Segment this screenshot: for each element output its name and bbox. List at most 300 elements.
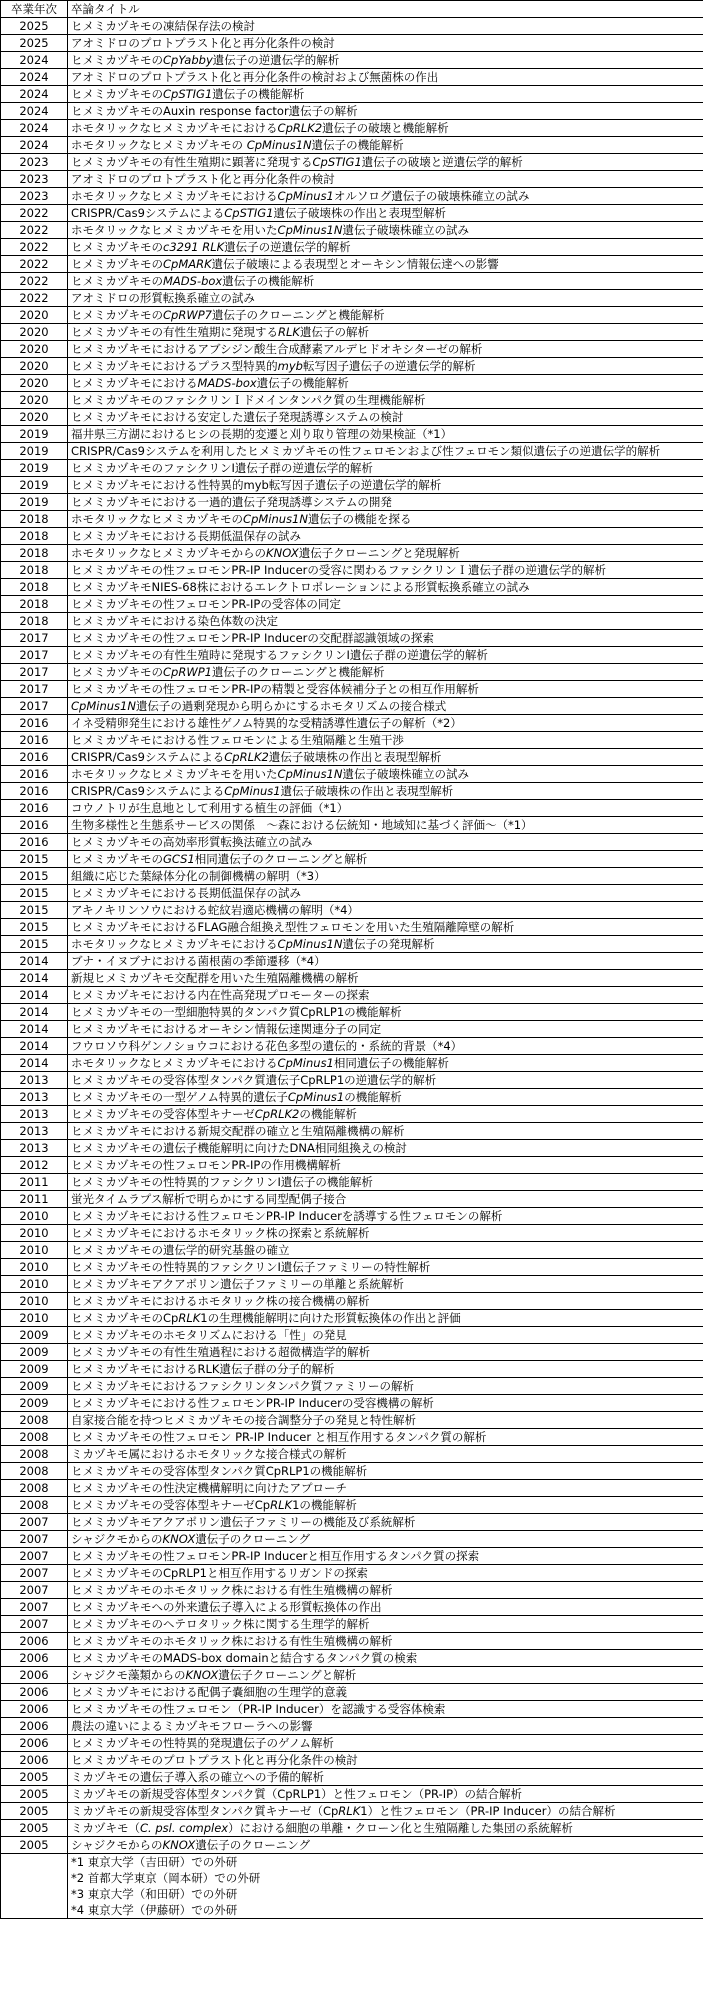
table-row <box>1 477 703 494</box>
title-cell: ヒメミカヅキモにおけるプラス型特異的myb転写因子遺伝子の逆遺伝学的解析 <box>68 358 703 375</box>
table-row <box>1 1259 703 1276</box>
year-cell: 2007 <box>1 1548 68 1565</box>
gene-name: RLK <box>278 325 300 339</box>
title-cell: ヒメミカヅキモの性フェロモンPR-IPの受容体の同定 <box>68 596 703 613</box>
title-cell: ヒメミカヅキモのCpRWP1遺伝子のクローニングと機能解析 <box>68 664 703 681</box>
year-cell: 2010 <box>1 1310 68 1327</box>
title-cell: ヒメミカヅキモにおけるアブシジン酸生合成酵素アルデヒドオキシターゼの解析 <box>68 341 703 358</box>
table-row <box>1 511 703 528</box>
title-cell: イネ受精卵発生における雄性ゲノム特異的な受精誘導性遺伝子の解析（*2） <box>68 715 703 732</box>
table-row <box>1 1361 703 1378</box>
title-cell: ヒメミカヅキモの性決定機構解明に向けたアプローチ <box>68 1480 703 1497</box>
title-cell: ヒメミカヅキモのc3291 RLK遺伝子の逆遺伝学的解析 <box>68 239 703 256</box>
title-cell: 蛍光タイムラプス解析で明らかにする同型配偶子接合 <box>68 1191 703 1208</box>
year-cell: 2006 <box>1 1650 68 1667</box>
gene-name: KNOX <box>162 1838 196 1852</box>
title-cell: ヒメミカヅキモアクアポリン遺伝子ファミリーの機能及び系統解析 <box>68 1514 703 1531</box>
gene-name: CpMinus1N <box>243 512 308 526</box>
table-row <box>1 1497 703 1514</box>
year-cell: 2009 <box>1 1344 68 1361</box>
year-cell: 2024 <box>1 120 68 137</box>
title-cell: ヒメミカヅキモの受容体型タンパク質遺伝子CpRLP1の逆遺伝学的解析 <box>68 1072 703 1089</box>
table-row <box>1 1480 703 1497</box>
year-cell: 2005 <box>1 1837 68 1854</box>
title-cell: ヒメミカヅキモの有性生殖期に顕著に発現するCpSTIG1遺伝子の破壊と逆遺伝学的解析 <box>68 154 703 171</box>
footnote-spacer <box>1 1902 68 1919</box>
table-row <box>1 256 703 273</box>
year-cell: 2010 <box>1 1208 68 1225</box>
year-cell: 2017 <box>1 630 68 647</box>
year-cell: 2023 <box>1 154 68 171</box>
table-row <box>1 528 703 545</box>
title-cell: ヒメミカヅキモにおけるFLAG融合組換え型性フェロモンを用いた生殖隔離障壁の解析 <box>68 919 703 936</box>
header-title: 卒論タイトル <box>68 1 703 18</box>
title-cell: ヒメミカヅキモにおける染色体数の決定 <box>68 613 703 630</box>
gene-name: RLK <box>178 1311 201 1325</box>
year-cell: 2011 <box>1 1174 68 1191</box>
title-cell: ヒメミカヅキモの遺伝子機能解明に向けたDNA相同組換えの検討 <box>68 1140 703 1157</box>
title-cell: フウロソウ科ゲンノショウコにおける花色多型の遺伝的・系統的背景（*4） <box>68 1038 703 1055</box>
year-cell: 2006 <box>1 1684 68 1701</box>
table-row <box>1 1701 703 1718</box>
table-row <box>1 1463 703 1480</box>
title-cell: ミカヅキモの新規受容体型タンパク質（CpRLP1）と性フェロモン（PR-IP）の結合解析 <box>68 1786 703 1803</box>
footnote-row <box>1 1870 703 1886</box>
gene-name: MADS-box <box>197 376 257 390</box>
table-row <box>1 1667 703 1684</box>
table-row <box>1 1242 703 1259</box>
gene-name: CpMinus1N <box>277 223 343 237</box>
gene-name: KNOX <box>266 546 299 560</box>
year-cell: 2018 <box>1 562 68 579</box>
year-cell: 2022 <box>1 273 68 290</box>
table-row <box>1 35 703 52</box>
year-cell: 2019 <box>1 477 68 494</box>
table-row <box>1 783 703 800</box>
year-cell: 2024 <box>1 86 68 103</box>
table-row <box>1 698 703 715</box>
year-cell: 2016 <box>1 749 68 766</box>
title-cell: ホモタリックなヒメミカヅキモを用いたCpMinus1N遺伝子破壊株確立の試み <box>68 766 703 783</box>
year-cell: 2022 <box>1 256 68 273</box>
year-cell: 2023 <box>1 171 68 188</box>
table-row <box>1 1616 703 1633</box>
title-cell: ミカヅキモの新規受容体型タンパク質キナーゼ（CpRLK1）と性フェロモン（PR-IP Inducer）の結合解析 <box>68 1803 703 1820</box>
gene-name: CpMinus1 <box>287 1090 345 1104</box>
title-cell: ヒメミカヅキモにおけるオーキシン情報伝達関連分子の同定 <box>68 1021 703 1038</box>
table-row <box>1 1327 703 1344</box>
title-cell: ヒメミカヅキモの受容体型キナーゼCpRLK1の機能解析 <box>68 1497 703 1514</box>
title-cell: ホモタリックなヒメミカヅキモからのKNOX遺伝子クローニングと発現解析 <box>68 545 703 562</box>
title-cell: ヒメミカヅキモの有性生殖過程における超微構造学的解析 <box>68 1344 703 1361</box>
table-row <box>1 103 703 120</box>
table-row <box>1 953 703 970</box>
table-row <box>1 1412 703 1429</box>
title-cell: ミカヅキモ（C. psl. complex）における細胞の単離・クローン化と生殖隔離した集団の系統解析 <box>68 1820 703 1837</box>
year-cell: 2022 <box>1 290 68 307</box>
table-row <box>1 851 703 868</box>
year-cell: 2015 <box>1 919 68 936</box>
year-cell: 2013 <box>1 1123 68 1140</box>
gene-name: CpSTIG1 <box>312 155 362 169</box>
title-cell: ヒメミカヅキモのMADS-box遺伝子の機能解析 <box>68 273 703 290</box>
year-cell: 2009 <box>1 1327 68 1344</box>
table-row <box>1 1769 703 1786</box>
year-cell: 2008 <box>1 1412 68 1429</box>
year-cell: 2006 <box>1 1633 68 1650</box>
table-row <box>1 630 703 647</box>
year-cell: 2014 <box>1 1055 68 1072</box>
title-cell: 組織に応じた葉緑体分化の制御機構の解明（*3） <box>68 868 703 885</box>
table-row <box>1 579 703 596</box>
gene-name: CpRWP7 <box>163 308 212 322</box>
title-cell: ヒメミカヅキモのホモタリズムにおける「性」の発見 <box>68 1327 703 1344</box>
title-cell: ヒメミカヅキモのファシクリンＩドメインタンパク質の生理機能解析 <box>68 392 703 409</box>
title-cell: ヒメミカヅキモの性フェロモン（PR-IP Inducer）を認識する受容体検索 <box>68 1701 703 1718</box>
year-cell: 2006 <box>1 1752 68 1769</box>
title-cell: ヒメミカヅキモにおける新規交配群の確立と生殖隔離機構の解析 <box>68 1123 703 1140</box>
year-cell: 2015 <box>1 868 68 885</box>
title-cell: ヒメミカヅキモの遺伝学的研究基盤の確立 <box>68 1242 703 1259</box>
title-cell: ヒメミカヅキモの有性生殖期に発現するRLK遺伝子の解析 <box>68 324 703 341</box>
table-row <box>1 596 703 613</box>
title-cell: ヒメミカヅキモのCpRLP1と相互作用するリガンドの探索 <box>68 1565 703 1582</box>
year-cell: 2010 <box>1 1259 68 1276</box>
title-cell: ホモタリックなヒメミカヅキモにおけるCpRLK2遺伝子の破壊と機能解析 <box>68 120 703 137</box>
title-cell: アオミドロのプロトプラスト化と再分化条件の検討 <box>68 171 703 188</box>
year-cell: 2014 <box>1 987 68 1004</box>
title-cell: シャジクモからのKNOX遺伝子のクローニング <box>68 1837 703 1854</box>
title-cell: ヒメミカヅキモの性特異的ファシクリンI遺伝子ファミリーの特性解析 <box>68 1259 703 1276</box>
gene-name: CpMinus1 <box>277 1056 334 1070</box>
gene-name: CpRLK2 <box>254 1107 300 1121</box>
title-cell: ヒメミカヅキモのCpRLK1の生理機能解明に向けた形質転換体の作出と評価 <box>68 1310 703 1327</box>
table-row <box>1 205 703 222</box>
table-row <box>1 154 703 171</box>
title-cell: ヒメミカヅキモにおける安定した遺伝子発現誘導システムの検討 <box>68 409 703 426</box>
year-cell: 2014 <box>1 1004 68 1021</box>
year-cell: 2010 <box>1 1225 68 1242</box>
year-cell: 2017 <box>1 698 68 715</box>
title-cell: ヒメミカヅキモの有性生殖時に発現するファシクリンI遺伝子群の逆遺伝学的解析 <box>68 647 703 664</box>
year-cell: 2016 <box>1 766 68 783</box>
table-row <box>1 341 703 358</box>
table-row <box>1 137 703 154</box>
gene-name: CpMinus1N <box>71 699 136 713</box>
title-cell: 生物多様性と生態系サービスの関係 ～森における伝統知・地域知に基づく評価～（*1） <box>68 817 703 834</box>
title-cell: ヒメミカヅキモへの外来遺伝子導入による形質転換体の作出 <box>68 1599 703 1616</box>
year-cell: 2016 <box>1 800 68 817</box>
table-row <box>1 273 703 290</box>
table-row <box>1 613 703 630</box>
year-cell: 2016 <box>1 817 68 834</box>
title-cell: ヒメミカヅキモの性フェロモンPR-IP Inducerの交配群認識領域の探索 <box>68 630 703 647</box>
year-cell: 2009 <box>1 1361 68 1378</box>
year-cell: 2016 <box>1 783 68 800</box>
table-row <box>1 290 703 307</box>
table-row <box>1 239 703 256</box>
year-cell: 2017 <box>1 681 68 698</box>
gene-name: CpSTIG1 <box>224 206 274 220</box>
footnote: *1 東京大学（吉田研）での外研 <box>68 1854 703 1871</box>
table-row <box>1 749 703 766</box>
table-row <box>1 1395 703 1412</box>
title-cell: ヒメミカヅキモにおけるホモタリック株の探索と系統解析 <box>68 1225 703 1242</box>
year-cell: 2020 <box>1 324 68 341</box>
title-cell: ヒメミカヅキモにおける一過的遺伝子発現誘導システムの開発 <box>68 494 703 511</box>
year-cell: 2012 <box>1 1157 68 1174</box>
table-row <box>1 1735 703 1752</box>
table-row <box>1 307 703 324</box>
year-cell: 2016 <box>1 834 68 851</box>
gene-name: CpRLK2 <box>224 750 269 764</box>
title-cell: ヒメミカヅキモの性フェロモンPR-IPの精製と受容体候補分子との相互作用解析 <box>68 681 703 698</box>
year-cell: 2020 <box>1 341 68 358</box>
table-row <box>1 1582 703 1599</box>
title-cell: ヒメミカヅキモNIES-68株におけるエレクトロポレーションによる形質転換系確立の試み <box>68 579 703 596</box>
header-year: 卒業年次 <box>1 1 68 18</box>
year-cell: 2007 <box>1 1531 68 1548</box>
table-row <box>1 494 703 511</box>
year-cell: 2009 <box>1 1378 68 1395</box>
title-cell: ヒメミカヅキモのホモタリック株における有性生殖機構の解析 <box>68 1633 703 1650</box>
year-cell: 2022 <box>1 205 68 222</box>
table-row <box>1 766 703 783</box>
year-cell: 2005 <box>1 1786 68 1803</box>
title-cell: CRISPR/Cas9システムによるCpMinus1遺伝子破壊株の作出と表現型解析 <box>68 783 703 800</box>
title-cell: ヒメミカヅキモの受容体型タンパク質CpRLP1の機能解析 <box>68 1463 703 1480</box>
gene-name: CpMinus1 <box>224 784 281 798</box>
title-cell: ヒメミカヅキモにおけるMADS-box遺伝子の機能解析 <box>68 375 703 392</box>
year-cell: 2020 <box>1 358 68 375</box>
title-cell: ヒメミカヅキモのGCS1相同遺伝子のクローニングと解析 <box>68 851 703 868</box>
table-row <box>1 1038 703 1055</box>
table-row <box>1 1565 703 1582</box>
gene-name: myb <box>277 359 303 373</box>
table-row <box>1 120 703 137</box>
table-row <box>1 817 703 834</box>
year-cell: 2009 <box>1 1395 68 1412</box>
table-row <box>1 732 703 749</box>
footnote-row <box>1 1886 703 1902</box>
table-row <box>1 443 703 460</box>
year-cell: 2010 <box>1 1293 68 1310</box>
table-row <box>1 1514 703 1531</box>
table-row <box>1 1837 703 1854</box>
table-row <box>1 1548 703 1565</box>
table-row <box>1 52 703 69</box>
table-row <box>1 834 703 851</box>
table-row <box>1 1650 703 1667</box>
table-row <box>1 868 703 885</box>
year-cell: 2014 <box>1 970 68 987</box>
title-cell: ホモタリックなヒメミカヅキモにおけるCpMinus1相同遺伝子の機能解析 <box>68 1055 703 1072</box>
year-cell: 2018 <box>1 528 68 545</box>
title-cell: ヒメミカヅキモにおける性フェロモンPR-IP Inducerの受容機構の解析 <box>68 1395 703 1412</box>
title-cell: ホモタリックなヒメミカヅキモにおけるCpMinus1オルソログ遺伝子の破壊株確立の試み <box>68 188 703 205</box>
title-cell: ブナ・イヌブナにおける菌根菌の季節遷移（*4） <box>68 953 703 970</box>
table-row <box>1 1718 703 1735</box>
table-row <box>1 1786 703 1803</box>
title-cell: ヒメミカヅキモのCpRWP7遺伝子のクローニングと機能解析 <box>68 307 703 324</box>
year-cell: 2008 <box>1 1463 68 1480</box>
table-row <box>1 1106 703 1123</box>
title-cell: ホモタリックなヒメミカヅキモのCpMinus1N遺伝子の機能を探る <box>68 511 703 528</box>
year-cell: 2018 <box>1 579 68 596</box>
year-cell: 2010 <box>1 1242 68 1259</box>
table-row <box>1 392 703 409</box>
table-row <box>1 681 703 698</box>
year-cell: 2017 <box>1 664 68 681</box>
title-cell: ヒメミカヅキモの凍結保存法の検討 <box>68 18 703 35</box>
table-row <box>1 1072 703 1089</box>
gene-name: CpSTIG1 <box>163 87 213 101</box>
table-row <box>1 1276 703 1293</box>
title-cell: CRISPR/Cas9システムによるCpSTIG1遺伝子破壊株の作出と表現型解析 <box>68 205 703 222</box>
title-cell: ヒメミカヅキモのCpSTIG1遺伝子の機能解析 <box>68 86 703 103</box>
title-cell: ヒメミカヅキモの性特異的ファシクリンI遺伝子の機能解析 <box>68 1174 703 1191</box>
title-cell: ミカヅキモ属におけるホモタリックな接合様式の解析 <box>68 1446 703 1463</box>
year-cell: 2018 <box>1 613 68 630</box>
title-cell: 自家接合能を持つヒメミカヅキモの接合調整分子の発見と特性解析 <box>68 1412 703 1429</box>
title-cell: ヒメミカヅキモにおけるホモタリック株の接合機構の解析 <box>68 1293 703 1310</box>
table-row <box>1 1599 703 1616</box>
gene-name: CpYabby <box>163 53 213 67</box>
table-row <box>1 18 703 35</box>
table-row <box>1 1820 703 1837</box>
table-row <box>1 1378 703 1395</box>
year-cell: 2014 <box>1 1038 68 1055</box>
table-row <box>1 1225 703 1242</box>
year-cell: 2018 <box>1 545 68 562</box>
gene-name: CpMARK <box>163 257 212 271</box>
gene-name: KNOX <box>185 1668 219 1682</box>
table-row <box>1 409 703 426</box>
year-cell: 2008 <box>1 1497 68 1514</box>
year-cell: 2006 <box>1 1718 68 1735</box>
footnote: *2 首都大学東京（岡本研）での外研 <box>68 1870 703 1886</box>
title-cell: ヒメミカヅキモにおける性フェロモンによる生殖隔離と生殖干渉 <box>68 732 703 749</box>
gene-name: RLK <box>338 1804 361 1818</box>
table-row <box>1 1446 703 1463</box>
year-cell: 2019 <box>1 443 68 460</box>
title-cell: ヒメミカヅキモのMADS-box domainと結合するタンパク質の検索 <box>68 1650 703 1667</box>
gene-name: GCS1 <box>163 852 195 866</box>
title-cell: ヒメミカヅキモにおける長期低温保存の試み <box>68 528 703 545</box>
year-cell: 2025 <box>1 18 68 35</box>
title-cell: ヒメミカヅキモのヘテロタリック株に関する生理学的解析 <box>68 1616 703 1633</box>
year-cell: 2020 <box>1 375 68 392</box>
year-cell: 2008 <box>1 1429 68 1446</box>
gene-name: KNOX <box>162 1532 196 1546</box>
title-cell: ヒメミカヅキモのAuxin response factor遺伝子の解析 <box>68 103 703 120</box>
year-cell: 2020 <box>1 392 68 409</box>
table-row <box>1 664 703 681</box>
title-cell: ヒメミカヅキモアクアポリン遺伝子ファミリーの単離と系統解析 <box>68 1276 703 1293</box>
year-cell: 2010 <box>1 1276 68 1293</box>
gene-name: CpMinus1 <box>277 189 334 203</box>
table-row <box>1 1123 703 1140</box>
year-cell: 2018 <box>1 596 68 613</box>
year-cell: 2006 <box>1 1701 68 1718</box>
title-cell: ヒメミカヅキモの一型細胞特異的タンパク質CpRLP1の機能解析 <box>68 1004 703 1021</box>
year-cell: 2007 <box>1 1565 68 1582</box>
footnote-spacer <box>1 1854 68 1871</box>
table-row <box>1 1191 703 1208</box>
gene-name: MADS-box <box>163 274 223 288</box>
table-row <box>1 222 703 239</box>
table-row <box>1 1344 703 1361</box>
title-cell: ヒメミカヅキモのホモタリック株における有性生殖機構の解析 <box>68 1582 703 1599</box>
table-row <box>1 69 703 86</box>
title-cell: ヒメミカヅキモにおける長期低温保存の試み <box>68 885 703 902</box>
gene-name: C. psl. complex <box>140 1821 229 1835</box>
title-cell: シャジクモからのKNOX遺伝子のクローニング <box>68 1531 703 1548</box>
year-cell: 2015 <box>1 851 68 868</box>
title-cell: ホモタリックなヒメミカヅキモにおけるCpMinus1N遺伝子の発現解析 <box>68 936 703 953</box>
year-cell: 2013 <box>1 1089 68 1106</box>
table-row <box>1 1055 703 1072</box>
year-cell: 2007 <box>1 1582 68 1599</box>
title-cell: アオミドロのプロトプラスト化と再分化条件の検討および無菌株の作出 <box>68 69 703 86</box>
title-cell: ヒメミカヅキモの性フェロモンPR-IP Inducerの受容に関わるファシクリンＩ遺伝子群の逆遺伝学的解析 <box>68 562 703 579</box>
title-cell: ヒメミカヅキモにおけるRLK遺伝子群の分子的解析 <box>68 1361 703 1378</box>
year-cell: 2013 <box>1 1140 68 1157</box>
table-row <box>1 460 703 477</box>
year-cell: 2013 <box>1 1106 68 1123</box>
year-cell: 2015 <box>1 936 68 953</box>
title-cell: ヒメミカヅキモのプロトプラスト化と再分化条件の検討 <box>68 1752 703 1769</box>
year-cell: 2005 <box>1 1803 68 1820</box>
table-row <box>1 1633 703 1650</box>
table-row <box>1 715 703 732</box>
table-row <box>1 375 703 392</box>
gene-name: CpRLK2 <box>277 121 323 135</box>
table-row <box>1 426 703 443</box>
year-cell: 2016 <box>1 715 68 732</box>
table-row <box>1 1140 703 1157</box>
title-cell: 福井県三方湖におけるヒシの長期的変遷と刈り取り管理の効果検証（*1） <box>68 426 703 443</box>
year-cell: 2018 <box>1 511 68 528</box>
table-row <box>1 1803 703 1820</box>
year-cell: 2007 <box>1 1616 68 1633</box>
year-cell: 2006 <box>1 1667 68 1684</box>
title-cell: ヒメミカヅキモにおける性フェロモンPR-IP Inducerを誘導する性フェロモンの解析 <box>68 1208 703 1225</box>
title-cell: アオミドロのプロトプラスト化と再分化条件の検討 <box>68 35 703 52</box>
title-cell: CRISPR/Cas9システムによるCpRLK2遺伝子破壊株の作出と表現型解析 <box>68 749 703 766</box>
footnote-spacer <box>1 1870 68 1886</box>
year-cell: 2016 <box>1 732 68 749</box>
table-row <box>1 358 703 375</box>
title-cell: ヒメミカヅキモの性フェロモン PR-IP Inducer と相互作用するタンパク質の解析 <box>68 1429 703 1446</box>
gene-name: CpMinus1N <box>277 937 343 951</box>
table-row <box>1 171 703 188</box>
table-row <box>1 1004 703 1021</box>
table-row <box>1 987 703 1004</box>
table-row <box>1 1174 703 1191</box>
title-cell: コウノトリが生息地として利用する植生の評価（*1） <box>68 800 703 817</box>
title-cell: ヒメミカヅキモにおける内在性高発現プロモーターの探索 <box>68 987 703 1004</box>
year-cell: 2019 <box>1 460 68 477</box>
year-cell: 2024 <box>1 52 68 69</box>
year-cell: 2008 <box>1 1446 68 1463</box>
table-row <box>1 1208 703 1225</box>
year-cell: 2014 <box>1 953 68 970</box>
footnote-row <box>1 1902 703 1919</box>
table-row <box>1 545 703 562</box>
title-cell: CRISPR/Cas9システムを利用したヒメミカヅキモの性フェロモンおよび性フェロモン類似遺伝子の逆遺伝学的解析 <box>68 443 703 460</box>
year-cell: 2024 <box>1 103 68 120</box>
